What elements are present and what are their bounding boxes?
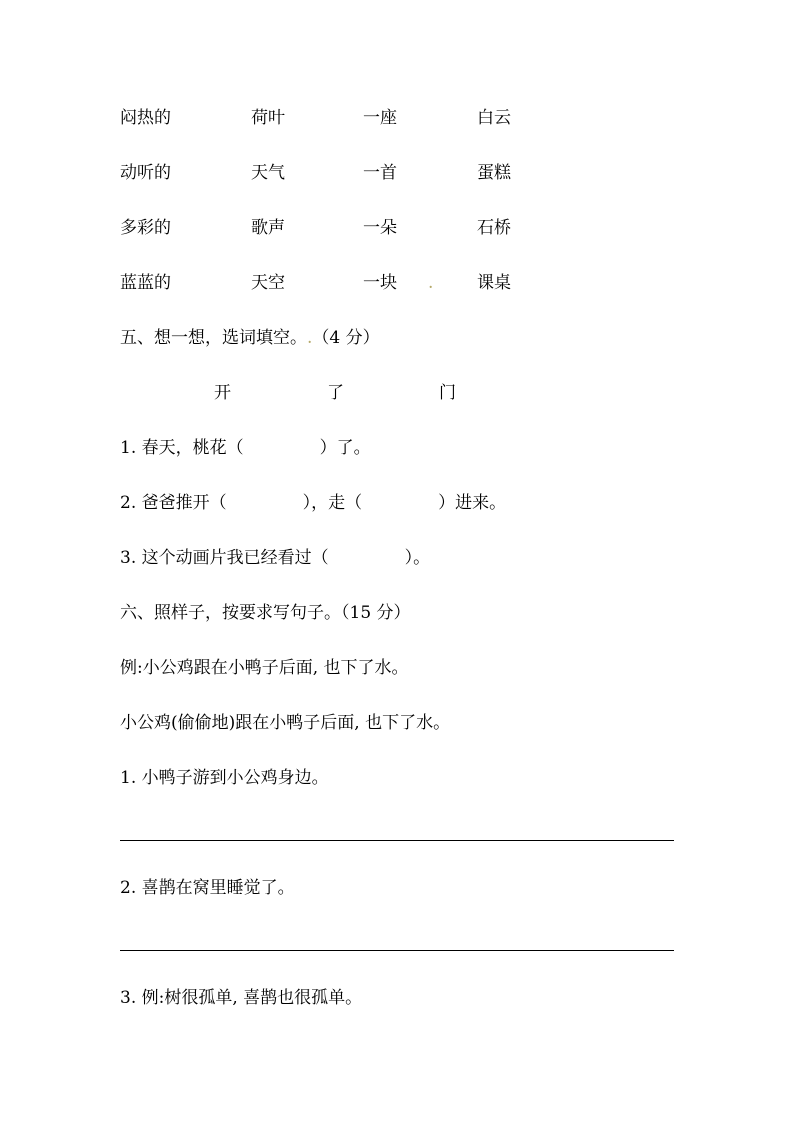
section5-heading-text: 五、想一想，选词填空。 [120, 328, 307, 348]
answer-line-1[interactable] [120, 840, 674, 841]
option-word-2: 了 [327, 383, 344, 403]
answer-line-2[interactable] [120, 950, 674, 951]
word-col1-row4: 蓝蓝的 [120, 273, 171, 293]
example-sentence: 例:小公鸡跟在小鸭子后面, 也下了水。 [120, 658, 409, 678]
word-col3-row1: 一座 [363, 108, 397, 128]
word-col4-row1: 白云 [477, 108, 511, 128]
fill-q1-part-a: 1. 春天，桃花（ [120, 438, 244, 458]
word-col2-row3: 歌声 [251, 218, 285, 238]
word-col1-row1: 闷热的 [120, 108, 171, 128]
word-col1-row3: 多彩的 [120, 218, 171, 238]
word-col2-row2: 天气 [251, 163, 285, 183]
example-answer: 小公鸡(偷偷地)跟在小鸭子后面, 也下了水。 [120, 713, 451, 733]
word-col3-row3: 一朵 [363, 218, 397, 238]
word-col2-row4: 天空 [251, 273, 285, 293]
word-col4-row3: 石桥 [477, 218, 511, 238]
section5-heading-mark: . [307, 328, 313, 348]
word-col2-row1: 荷叶 [251, 108, 285, 128]
word-col3-row2: 一首 [363, 163, 397, 183]
fill-q3-part-a: 3. 这个动画片我已经看过（ [120, 548, 329, 568]
option-word-1: 开 [214, 383, 231, 403]
fill-question-1 [120, 436, 371, 460]
rewrite-question-2: 2. 喜鹊在窝里睡觉了。 [120, 878, 295, 898]
section6-heading: 六、照样子，按要求写句子。（15 分） [120, 603, 411, 623]
rewrite-question-1: 1. 小鸭子游到小公鸡身边。 [120, 768, 329, 788]
option-word-3: 门 [439, 383, 456, 403]
fill-q2-part-a: 2. 爸爸推开（ [120, 493, 227, 513]
stray-mark: . [428, 273, 434, 293]
section5-heading-score: （4 分） [312, 328, 380, 348]
fill-q3-part-b: ）。 [404, 548, 431, 568]
fill-question-2 [120, 491, 506, 515]
fill-q1-part-b: ）了。 [319, 438, 371, 458]
word-col4-row2: 蛋糕 [477, 163, 511, 183]
fill-q2-part-b: ），走（ [302, 493, 363, 513]
word-col3-row4: 一块 [363, 273, 397, 293]
fill-q2-part-c: ）进来。 [438, 493, 507, 513]
fill-question-3 [120, 546, 430, 570]
word-col4-row4: 课桌 [477, 273, 511, 293]
section5-heading [120, 326, 380, 350]
word-col1-row2: 动听的 [120, 163, 171, 183]
rewrite-question-3: 3. 例:树很孤单, 喜鹊也很孤单。 [120, 988, 363, 1008]
